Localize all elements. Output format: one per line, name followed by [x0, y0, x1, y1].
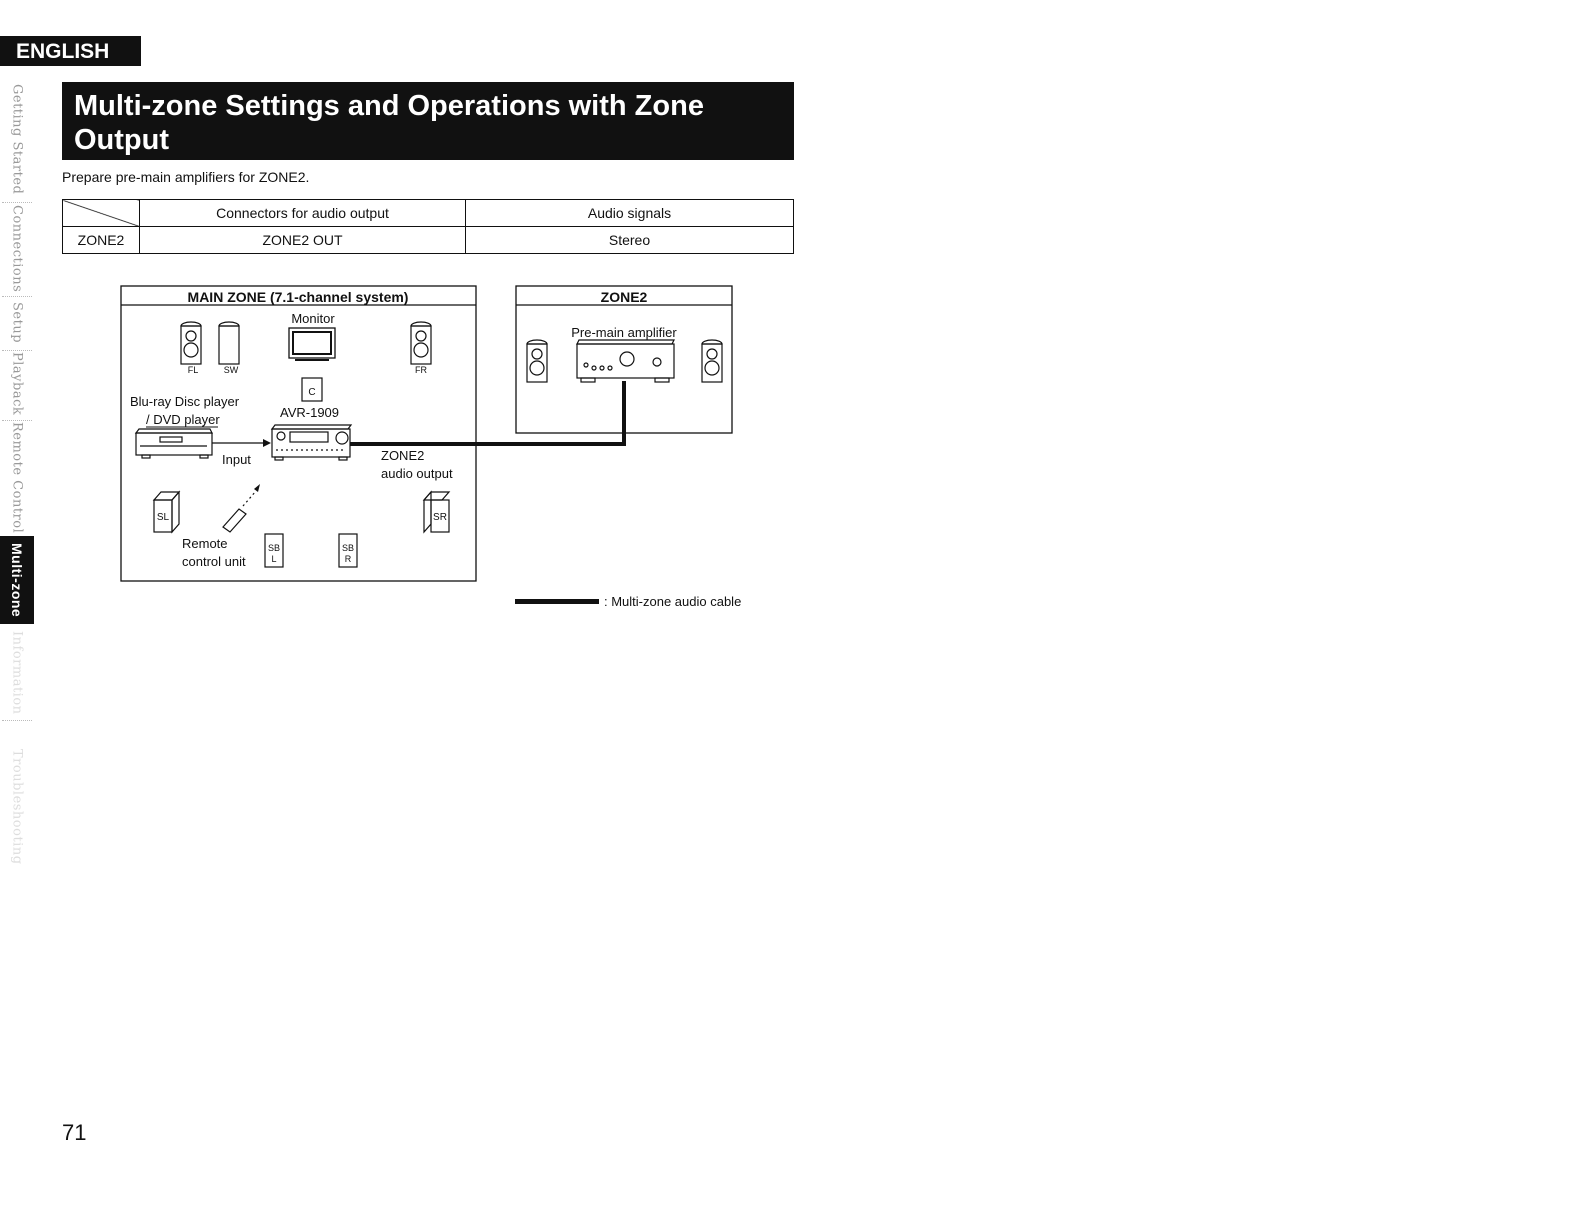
side-tab-label: Troubleshooting: [9, 749, 25, 865]
table-cell-zone: ZONE2: [63, 227, 140, 254]
side-tab-setup[interactable]: [0, 298, 34, 348]
table-corner-cell: [63, 200, 140, 227]
zone2-right-speaker-icon: [702, 340, 722, 382]
sr-label: SR: [433, 512, 447, 523]
av-receiver-icon: [272, 425, 351, 460]
zone2-output-label-line1: ZONE2: [381, 448, 425, 463]
remote-control-icon: [223, 484, 260, 532]
language-tab: ENGLISH: [0, 36, 141, 66]
front-right-speaker-icon: [411, 322, 431, 364]
pre-main-amp-label: Pre-main amplifier: [571, 325, 677, 340]
fl-label: FL: [187, 365, 199, 375]
center-label: C: [308, 387, 316, 398]
monitor-icon: [289, 328, 335, 360]
sbl-label-top: SB: [267, 543, 281, 553]
zone2-title: ZONE2: [600, 289, 648, 305]
connection-diagram: [115, 282, 740, 587]
side-tab-remote-control[interactable]: [0, 422, 34, 534]
pre-main-amplifier-icon: [577, 340, 674, 382]
intro-text: Prepare pre-main amplifiers for ZONE2.: [62, 169, 310, 185]
multi-zone-cable: [350, 381, 624, 444]
cable-legend-label: : Multi-zone audio cable: [604, 594, 742, 609]
side-tab-connections[interactable]: [0, 204, 34, 294]
table-header-row: [63, 200, 794, 227]
table-cell-connector: ZONE2 OUT: [140, 227, 466, 254]
remote-label-line2: control unit: [182, 554, 246, 569]
subwoofer-icon: [219, 322, 239, 364]
side-tab-label: Playback: [9, 352, 25, 416]
side-tab-label: Setup: [9, 302, 25, 344]
table-row: [63, 227, 794, 254]
table-header: Audio signals: [466, 200, 794, 227]
player-label-line1: Blu-ray Disc player: [130, 394, 240, 409]
side-tab-playback[interactable]: [0, 352, 34, 416]
input-label: Input: [222, 452, 251, 467]
table-header: Connectors for audio output: [140, 200, 466, 227]
monitor-label: Monitor: [291, 311, 335, 326]
side-tab-troubleshooting[interactable]: [0, 722, 34, 892]
cable-legend: [515, 594, 741, 609]
side-tab-getting-started[interactable]: [0, 80, 34, 198]
player-label-line2: / DVD player: [146, 412, 220, 427]
table-cell-signal: Stereo: [466, 227, 794, 254]
side-tab-multi-zone[interactable]: [0, 536, 34, 624]
bluray-player-icon: [136, 429, 212, 458]
side-tab-label: Multi-zone: [9, 542, 25, 618]
sl-label: SL: [156, 512, 170, 523]
main-zone-title: MAIN ZONE (7.1-channel system): [187, 289, 409, 305]
side-tab-information[interactable]: [0, 628, 34, 718]
page-title: Multi-zone Settings and Operations with Zone Output: [62, 82, 794, 160]
front-left-speaker-icon: [181, 322, 201, 364]
receiver-label: AVR-1909: [280, 405, 340, 420]
side-tabs: [0, 80, 34, 900]
zone-output-table: [62, 199, 794, 254]
sbr-label-bottom: R: [344, 554, 352, 564]
side-tab-label: Information: [9, 631, 25, 715]
zone2-left-speaker-icon: [527, 340, 547, 382]
side-tab-label: Getting Started: [9, 83, 25, 195]
zone2-output-label-line2: audio output: [381, 466, 453, 481]
sbl-label-bottom: L: [271, 554, 277, 564]
fr-label: FR: [415, 365, 427, 375]
sbr-label-top: SB: [341, 543, 355, 553]
page-number: 71: [62, 1120, 87, 1145]
sw-label: SW: [223, 365, 239, 375]
side-tab-label: Remote Control: [9, 422, 25, 534]
side-tab-label: Connections: [9, 205, 25, 293]
remote-label-line1: Remote: [182, 536, 228, 551]
cable-legend-swatch: [515, 599, 599, 604]
